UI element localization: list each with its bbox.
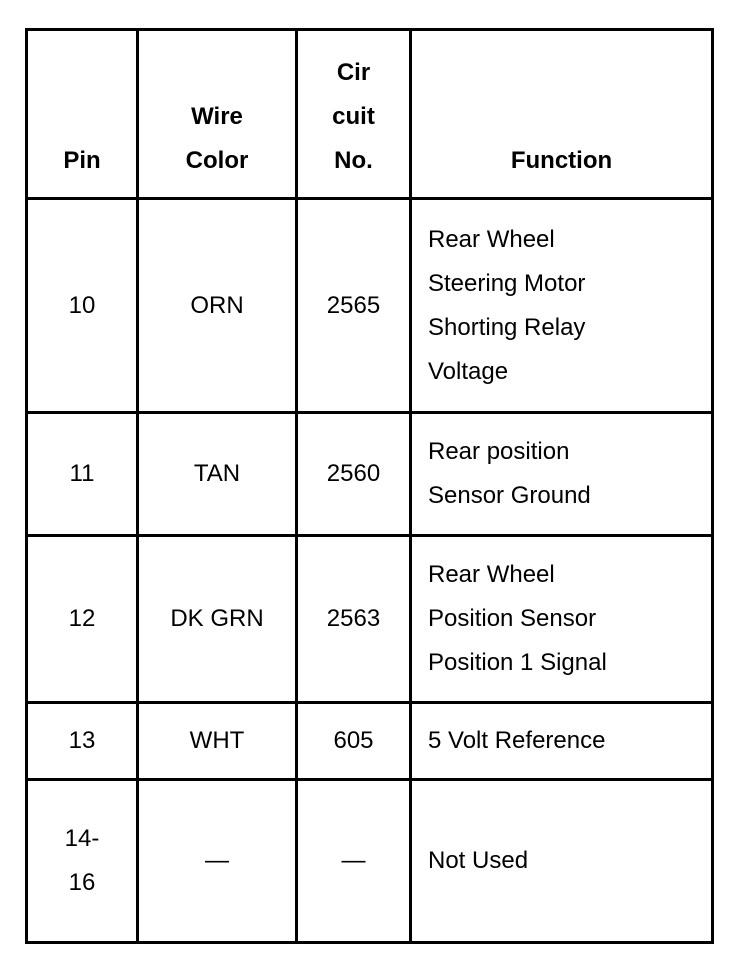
function-cell: Rear Wheel Position Sensor Position 1 Signal	[411, 536, 713, 703]
wire-color-cell: DK GRN	[138, 536, 297, 703]
header-circuit-no: Cir cuit No.	[297, 30, 411, 199]
function-cell: 5 Volt Reference	[411, 703, 713, 780]
function-cell: Rear Wheel Steering Motor Shorting Relay Voltage	[411, 199, 713, 413]
circuit-cell: 2560	[297, 413, 411, 536]
pin-cell: 13	[27, 703, 138, 780]
pin-cell: 14- 16	[27, 780, 138, 943]
table-row	[27, 703, 713, 780]
connector-pinout-table	[25, 28, 714, 944]
header-row	[27, 30, 713, 199]
table-row	[27, 536, 713, 703]
wire-color-cell: —	[138, 780, 297, 943]
wire-color-cell: TAN	[138, 413, 297, 536]
circuit-cell: 2563	[297, 536, 411, 703]
pin-cell: 11	[27, 413, 138, 536]
header-pin: Pin	[27, 30, 138, 199]
table-row	[27, 413, 713, 536]
function-cell: Rear position Sensor Ground	[411, 413, 713, 536]
circuit-cell: 2565	[297, 199, 411, 413]
pin-cell: 12	[27, 536, 138, 703]
pin-cell: 10	[27, 199, 138, 413]
header-function: Function	[411, 30, 713, 199]
header-wire-color: Wire Color	[138, 30, 297, 199]
table-row	[27, 199, 713, 413]
wire-color-cell: ORN	[138, 199, 297, 413]
table-row	[27, 780, 713, 943]
circuit-cell: —	[297, 780, 411, 943]
circuit-cell: 605	[297, 703, 411, 780]
function-cell: Not Used	[411, 780, 713, 943]
wire-color-cell: WHT	[138, 703, 297, 780]
